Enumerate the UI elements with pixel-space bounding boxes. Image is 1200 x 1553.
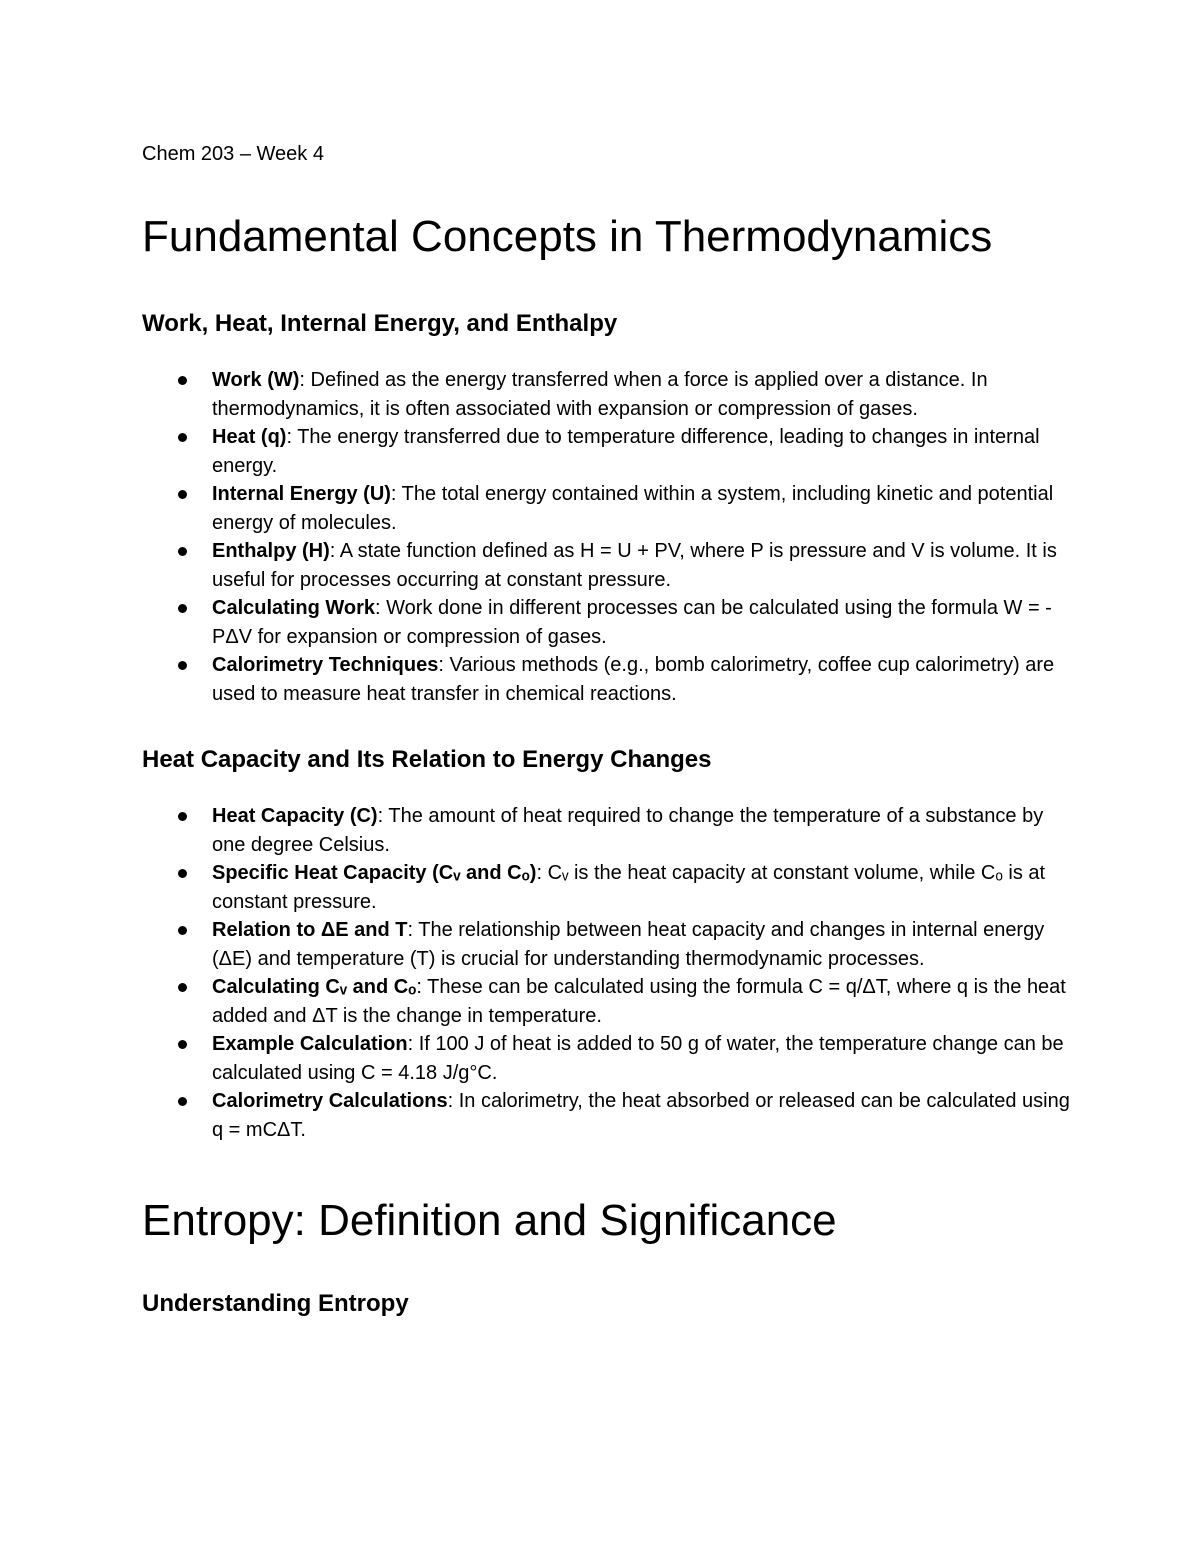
list-item-term: Calorimetry Calculations: [212, 1090, 448, 1112]
list-item: [212, 916, 1072, 973]
list-item-term: Specific Heat Capacity (Cᵥ and Cₒ): [212, 862, 537, 884]
list-item: [212, 802, 1072, 859]
list-item: [212, 859, 1072, 916]
list-item-text: : Work done in different processes can be calculated using the formula W = -PΔV for expansion or compression of gases.: [212, 597, 1052, 648]
list-item-text: : The relationship between heat capacity and changes in internal energy (ΔE) and temperature (T) is crucial for understanding thermodynamic processes.: [212, 919, 1045, 970]
list-item-term: Calculating Cᵥ and Cₒ: [212, 976, 417, 998]
bullet-icon: [178, 983, 187, 992]
list-item-text: : A state function defined as H = U + PV, where P is pressure and V is volume. It is useful for processes occurring at constant pressure.: [212, 540, 1057, 591]
bullet-icon: [178, 1040, 187, 1049]
bullet-icon: [178, 604, 187, 613]
list-item-term: Example Calculation: [212, 1033, 408, 1055]
list-item: [212, 366, 1072, 423]
list-item: [212, 480, 1072, 537]
list-item-term: Work (W): [212, 369, 300, 391]
bullet-icon: [178, 661, 187, 670]
subheading-heat-capacity: Heat Capacity and Its Relation to Energy Changes: [142, 746, 712, 773]
list-item: [212, 651, 1072, 708]
list-item-term: Enthalpy (H): [212, 540, 330, 562]
subheading-work-heat: Work, Heat, Internal Energy, and Enthalpy: [142, 310, 618, 337]
list-item: [212, 1030, 1072, 1087]
subheading-understanding-entropy: Understanding Entropy: [142, 1290, 409, 1317]
list-item: [212, 973, 1072, 1030]
course-week-label: Chem 203 – Week 4: [142, 143, 324, 165]
bullet-list-work-heat: [142, 366, 1072, 708]
list-item-term: Relation to ΔE and T: [212, 919, 408, 941]
list-item-term: Heat Capacity (C): [212, 805, 378, 827]
section-title-entropy: Entropy: Definition and Significance: [142, 1196, 837, 1245]
list-item-term: Internal Energy (U): [212, 483, 391, 505]
list-item-text: : The energy transferred due to temperature difference, leading to changes in internal energy.: [212, 426, 1040, 477]
list-item: [212, 594, 1072, 651]
list-item-text: : In calorimetry, the heat absorbed or released can be calculated using q = mCΔT.: [212, 1090, 1070, 1141]
list-item-text: : If 100 J of heat is added to 50 g of water, the temperature change can be calculated using C = 4.18 J/g°C.: [212, 1033, 1064, 1084]
bullet-list-heat-capacity: [142, 802, 1072, 1144]
list-item: [212, 423, 1072, 480]
list-item: [212, 537, 1072, 594]
list-item-term: Calorimetry Techniques: [212, 654, 439, 676]
list-item-text: : Defined as the energy transferred when a force is applied over a distance. In thermodynamics, it is often associated with expansion or compression of gases.: [212, 369, 988, 420]
list-item-text: : The total energy contained within a system, including kinetic and potential energy of molecules.: [212, 483, 1054, 534]
bullet-icon: [178, 490, 187, 499]
bullet-icon: [178, 547, 187, 556]
bullet-icon: [178, 812, 187, 821]
bullet-icon: [178, 433, 187, 442]
page-title: Fundamental Concepts in Thermodynamics: [142, 212, 993, 261]
list-item-text: : Cᵥ is the heat capacity at constant volume, while Cₒ is at constant pressure.: [212, 862, 1046, 913]
bullet-icon: [178, 926, 187, 935]
bullet-icon: [178, 869, 187, 878]
list-item-text: : These can be calculated using the formula C = q/ΔT, where q is the heat added and ΔT is the change in temperature.: [212, 976, 1066, 1027]
bullet-icon: [178, 376, 187, 385]
list-item-term: Heat (q): [212, 426, 287, 448]
document-page: [142, 138, 1072, 1320]
list-item-text: : The amount of heat required to change the temperature of a substance by one degree Celsius.: [212, 805, 1044, 856]
list-item-text: : Various methods (e.g., bomb calorimetry, coffee cup calorimetry) are used to measure heat transfer in chemical reactions.: [212, 654, 1055, 705]
list-item: [212, 1087, 1072, 1144]
list-item-term: Calculating Work: [212, 597, 375, 619]
bullet-icon: [178, 1097, 187, 1106]
